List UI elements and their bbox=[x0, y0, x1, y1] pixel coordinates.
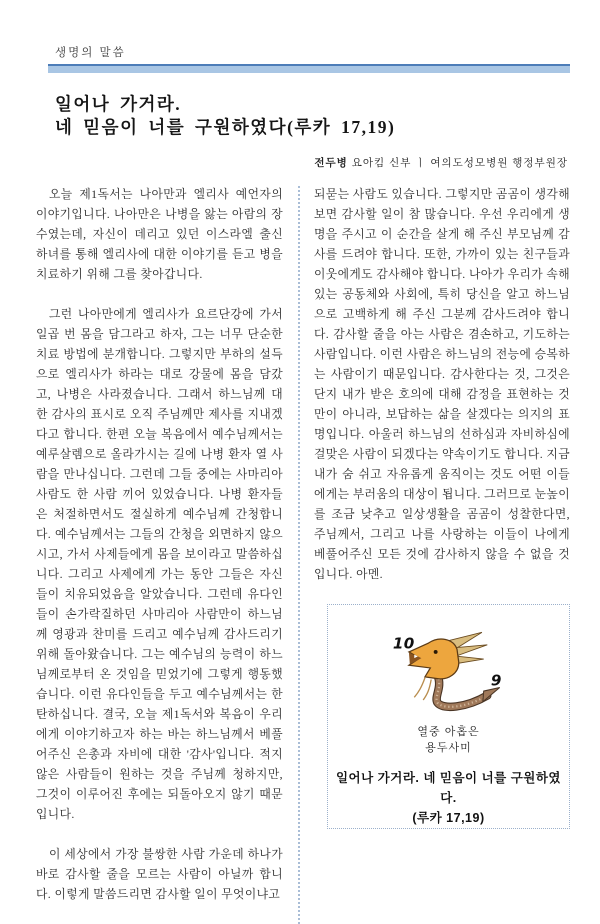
whisker bbox=[423, 680, 431, 700]
figure-caption-line1: 열중 아홉은 bbox=[417, 726, 480, 738]
paragraph: 오늘 제1독서는 나아만과 엘리사 예언자의 이야기입니다. 나아만은 나병을 앓는 아람의 장수였는데, 자신이 데리고 있던 이스라엘 출신 하녀를 통해 엘리사에 대한 이야기를 듣고 병을 치료하기 위해 그를 찾아갑니다. bbox=[36, 187, 283, 281]
article-title-line2: 네 믿음이 너를 구원하였다(루카 17,19) bbox=[55, 117, 396, 137]
figure-caption-line2: 용두사미 bbox=[425, 742, 472, 754]
header-rule bbox=[48, 64, 570, 73]
whisker bbox=[414, 678, 425, 698]
section-label: 생명의 말씀 bbox=[55, 47, 126, 59]
article-title-line1: 일어나 가거라. bbox=[55, 94, 182, 114]
byline bbox=[0, 155, 568, 170]
figure-caption bbox=[417, 724, 479, 756]
left-column bbox=[36, 184, 283, 924]
dragon-illustration bbox=[374, 627, 524, 716]
article-body bbox=[36, 184, 570, 924]
masthead bbox=[48, 44, 570, 73]
paragraph: 이 세상에서 가장 불쌍한 사람 가운데 하나가 바로 감사할 줄을 모르는 사람이 아닐까 합니다. 이렇게 말씀드리면 감사할 일이 무엇이냐고 bbox=[36, 847, 283, 901]
figure-verse bbox=[328, 768, 569, 828]
paragraph: 되묻는 사람도 있습니다. 그렇지만 곰곰이 생각해 보면 감사할 일이 참 많습니다. 우선 우리에게 생명을 주시고 이 순간을 살게 해 주신 부모님께 감사를 드려야 합니다. 또한, 가까이 있는 친구들과 이웃에게도 감사해야 합니다. 나아가 우리가 속해 있는 공동체와 사회에, 특히 당신을 알고 하느님으로 고백하게 해 주신 그분께 감사드려야 합니다. 감사할 줄을 아는 사람은 겸손하고, 기도하는 사람입니다. 이런 사람은 하느님의 전능에 승복하는 사람이기 때문입니다. 감사한다는 것, 그것은 단지 내가 받은 호의에 대해 감정을 표현하는 것만이 아니라, 보답하는 삶을 살겠다는 의지의 표명입니다. 아울러 하느님의 선하심과 자비하심에 걸맞은 사람이 되겠다는 약속이기도 합니다. 지금 내가 숨 쉬고 자유롭게 움직이는 것도 어떤 이들에게는 부러움의 대상이 됩니다. 그러므로 눈높이를 조금 낮추고 일상생활을 곰곰이 성찰한다면, 주님께서, 그리고 나를 사랑하는 이들이 나에게 베풀어주신 모든 것에 감사하지 않을 수 없을 것입니다. 아멘. bbox=[314, 187, 571, 581]
author-name: 전두병 bbox=[314, 157, 348, 169]
figure-verse-line2: (루카 17,19) bbox=[412, 811, 485, 825]
figure-number-ten: 10 bbox=[392, 634, 415, 653]
dragon-eye bbox=[433, 650, 437, 654]
figure-box bbox=[327, 604, 570, 829]
article-title bbox=[55, 93, 570, 139]
paragraph: 그런 나아만에게 엘리사가 요르단강에 가서 일곱 번 몸을 담그라고 하자, 그는 너무 단순한 치료 방법에 분개합니다. 그렇지만 부하의 설득으로 엘리사가 하라는 대로 강물에 몸을 담갔고, 나병은 사라졌습니다. 그래서 하느님께 대한 감사의 표시로 오직 주님께만 제사를 지내겠다고 합니다. 한편 오늘 복음에서 예수님께서는 예루살렘으로 올라가시는 길에 나병 환자 열 사람을 만나십니다. 그런데 그들 중에는 사마리아 사람도 한 사람 끼어 있었습니다. 나병 환자들은 처절하면서도 절실하게 예수님께 간청합니다. 예수님께서는 그들의 간청을 외면하지 않으시고, 가서 사제들에게 몸을 보이라고 말씀하십니다. 그리고 사제에게 가는 동안 그들은 자신들이 치유되었음을 알았습니다. 그런데 유다인들이 손가락질하던 사마리아 사람만이 하느님께 영광과 찬미를 드리고 예수님께 감사드리기 위해 돌아왔습니다. 그는 예수님의 능력이 하느님께로부터 온 것임을 믿었기에 그렇게 행동했습니다. 이런 유다인들을 두고 예수님께서는 한탄하십니다. 결국, 오늘 제1독서와 복음이 우리에게 이야기하고자 하는 바는 하느님께서 베풀어주신 은총과 자비에 대한 '감사'입니다. 적지 않은 사람들이 원하는 것을 주님께 청하지만, 그것이 이루어진 후에는 되돌아오지 않기 때문입니다. bbox=[36, 307, 283, 821]
right-column bbox=[314, 184, 570, 924]
author-title: 요아킴 신부 ㅣ 여의도성모병원 행정부원장 bbox=[347, 157, 568, 169]
figure-number-nine: 9 bbox=[490, 671, 502, 690]
figure-verse-line1: 일어나 가거라. 네 믿음이 너를 구원하였다. bbox=[335, 771, 562, 805]
column-divider bbox=[298, 186, 300, 924]
